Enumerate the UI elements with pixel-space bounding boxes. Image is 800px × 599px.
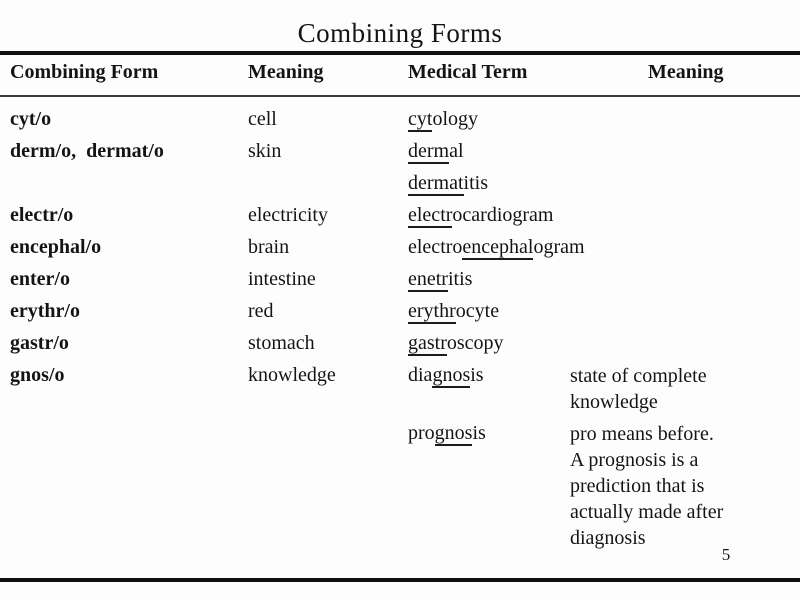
table-row [0, 171, 800, 203]
table-row [0, 139, 800, 171]
term-text: al [449, 140, 464, 162]
term-text: dia [408, 364, 433, 386]
term-text: is [470, 364, 484, 386]
note-line: pro means before. [570, 423, 714, 445]
term-meaning-cell [570, 421, 785, 551]
underlined-word-root: gnos [434, 422, 473, 444]
table-row [0, 363, 800, 421]
meaning-cell: brain [248, 236, 290, 258]
combining-form-cell: cyt/o [10, 108, 52, 130]
note-line: actually made after [570, 501, 724, 523]
meaning-cell: skin [248, 140, 282, 162]
medical-term-cell [408, 171, 488, 195]
table-row [0, 421, 800, 549]
header-divider [0, 95, 800, 97]
column-header-meaning: Meaning [248, 61, 324, 83]
column-header-medical-term: Medical Term [408, 61, 528, 83]
term-text: pro [408, 422, 435, 444]
title-divider [0, 51, 800, 55]
combining-form-cell: gastr/o [10, 332, 69, 354]
page-number: 5 [721, 545, 731, 564]
term-text: itis [463, 172, 488, 194]
combining-form-cell: derm/o, dermat/o [10, 140, 164, 162]
combining-form-cell: enter/o [10, 268, 70, 290]
medical-term-cell [408, 267, 472, 291]
table-row [0, 331, 800, 363]
combining-form-cell: erythr/o [10, 300, 80, 322]
underlined-word-root: erythr [408, 300, 456, 322]
note-line: prediction that is [570, 475, 705, 497]
table-row [0, 107, 800, 139]
meaning-cell: electricity [248, 204, 328, 226]
column-header-combining-form: Combining Form [10, 61, 159, 83]
table-row [0, 235, 800, 267]
underlined-word-root: gnos [432, 364, 471, 386]
meaning-cell: intestine [248, 268, 316, 290]
term-text: ocardiogram [452, 204, 554, 226]
medical-term-cell [408, 139, 464, 163]
page-title: Combining Forms [297, 18, 503, 48]
meaning-cell: knowledge [248, 364, 336, 386]
combining-form-cell: electr/o [10, 204, 74, 226]
term-text: itis [447, 268, 473, 290]
term-text: ocyte [455, 300, 500, 322]
table-row [0, 267, 800, 299]
combining-form-cell: encephal/o [10, 236, 102, 258]
term-meaning-cell [570, 363, 785, 415]
medical-term-cell [408, 421, 486, 445]
medical-term-cell [408, 331, 504, 355]
table-body [0, 107, 800, 549]
term-text: ogram [533, 236, 585, 258]
underlined-word-root: enetr [408, 268, 448, 290]
note-line: diagnosis [570, 527, 646, 549]
medical-term-cell [408, 235, 585, 259]
medical-term-cell [408, 107, 478, 131]
term-text: is [472, 422, 486, 444]
medical-term-cell [408, 363, 484, 387]
term-text: oscopy [446, 332, 504, 354]
column-header-meaning-2: Meaning [648, 61, 724, 83]
underlined-word-root: derm [408, 140, 450, 162]
table-row [0, 299, 800, 331]
note-line: knowledge [570, 391, 658, 413]
underlined-word-root: dermat [408, 172, 464, 194]
note-line: state of complete [570, 365, 707, 387]
note-line: A prognosis is a [570, 449, 699, 471]
term-text: ology [432, 108, 478, 130]
underlined-word-root: cyt [408, 108, 433, 130]
underlined-word-root: electr [408, 204, 453, 226]
meaning-cell: stomach [248, 332, 315, 354]
medical-term-cell [408, 203, 553, 227]
term-text: electro [408, 236, 463, 258]
bottom-border [0, 578, 800, 582]
underlined-word-root: encephal [462, 236, 534, 258]
underlined-word-root: gastr [408, 332, 447, 354]
meaning-cell: red [248, 300, 274, 322]
meaning-cell: cell [248, 108, 277, 130]
table-row [0, 203, 800, 235]
combining-form-cell: gnos/o [10, 364, 65, 386]
medical-term-cell [408, 299, 499, 323]
